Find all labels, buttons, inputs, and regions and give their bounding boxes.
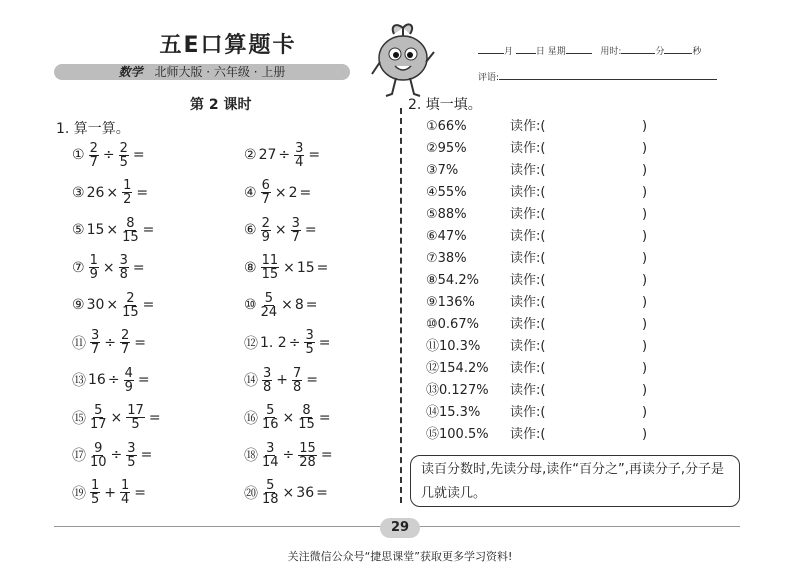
read-as-label: 读作:( [510, 361, 546, 376]
operator: + [276, 372, 289, 388]
calc-problem [72, 253, 147, 283]
fill-row [426, 226, 647, 248]
percent-value: ⑨136% [426, 295, 475, 310]
calc-problem [72, 478, 148, 508]
fraction: $\frac{2}{5}$ [119, 140, 128, 170]
percent-value: ⑩0.67% [426, 317, 479, 332]
answer-blank-close: ) [642, 119, 648, 134]
percent-value: ⑬0.127% [426, 383, 489, 398]
problem-number: ① [72, 147, 85, 163]
answer-blank-close: ) [642, 207, 648, 222]
fraction: $\frac{3}{5}$ [127, 440, 136, 470]
operator: = [136, 184, 149, 201]
fraction: $\frac{3}{7}$ [91, 328, 100, 357]
tip-box: 读百分数时,先读分母,读作“百分之”,再读分子,分子是几就读几。 [410, 455, 740, 507]
problem-number: ⑬ [72, 373, 86, 389]
answer-blank-close: ) [642, 383, 648, 398]
operator: = [134, 484, 147, 501]
calc-problem [72, 215, 156, 245]
operator: × [102, 259, 115, 276]
minutes-label: 分 [655, 47, 665, 57]
operator: × [274, 222, 287, 238]
operator: = [316, 484, 328, 501]
percent-value: ⑦38% [426, 251, 467, 266]
operator: ÷ [282, 447, 295, 463]
fill-row [426, 336, 647, 358]
answer-blank-close: ) [642, 339, 648, 354]
fraction: $\frac{5}{24}$ [260, 290, 278, 320]
fill-row [426, 358, 647, 380]
calc-problem [244, 215, 319, 245]
weekday-label: 星期 [547, 47, 566, 57]
fill-row [426, 182, 647, 204]
fill-row [426, 292, 647, 314]
percent-value: ①66% [426, 119, 467, 134]
calc-problem [244, 478, 330, 508]
operator: ÷ [278, 147, 291, 163]
page-number: 29 [380, 518, 420, 538]
operator: = [320, 447, 333, 463]
percent-value: ⑤88% [426, 207, 467, 222]
read-as-label: 读作:( [510, 383, 546, 398]
number: 2 [288, 184, 298, 201]
problem-number: ⑧ [244, 259, 257, 276]
date-line [478, 44, 701, 57]
problem-number: ⑫ [244, 335, 258, 352]
operator: = [132, 147, 145, 163]
number: 27 [258, 147, 277, 163]
answer-blank-close: ) [642, 185, 648, 200]
operator: × [106, 297, 119, 313]
operator: = [137, 372, 150, 388]
divider [400, 108, 402, 503]
subject-bar [54, 64, 350, 80]
section2-title: 2. 填一填。 [408, 97, 482, 113]
calc-problem [72, 290, 156, 320]
read-as-label: 读作:( [510, 251, 546, 266]
percent-value: ④55% [426, 185, 467, 200]
calc-problem [72, 403, 163, 433]
answer-blank-close: ) [642, 229, 648, 244]
fill-in-list [426, 116, 647, 446]
subject-label: 数学 [118, 65, 143, 79]
operator: × [110, 409, 123, 426]
operator: × [274, 184, 287, 201]
answer-blank-close: ) [642, 405, 648, 420]
percent-value: ⑭15.3% [426, 405, 481, 420]
operator: = [308, 147, 321, 163]
fraction: $\frac{5}{16}$ [262, 403, 279, 432]
problem-number: ⑲ [72, 485, 86, 502]
answer-blank-close: ) [642, 427, 648, 442]
edition-label: 北师大版 · 六年级 · 上册 [154, 65, 286, 79]
problem-number: ② [244, 147, 257, 163]
problem-number: ⑪ [72, 335, 86, 352]
answer-blank-close: ) [642, 361, 648, 376]
read-as-label: 读作:( [510, 427, 546, 442]
operator: × [106, 184, 119, 201]
operator: ÷ [102, 147, 115, 163]
fraction: $\frac{3}{5}$ [305, 328, 314, 357]
calc-problem [244, 440, 335, 470]
operator: = [140, 447, 153, 463]
operator: + [104, 484, 117, 501]
percent-value: ③7% [426, 163, 459, 178]
operator: = [304, 222, 317, 238]
operator: = [318, 334, 331, 351]
percent-value: ⑧54.2% [426, 273, 479, 288]
fraction: $\frac{17}{5}$ [127, 403, 144, 432]
calc-problem [244, 178, 313, 208]
problem-number: ⑳ [244, 485, 258, 502]
percent-value: ⑮100.5% [426, 427, 489, 442]
read-as-label: 读作:( [510, 207, 546, 222]
answer-blank-close: ) [642, 273, 648, 288]
number: 16 [88, 372, 106, 388]
read-as-label: 读作:( [510, 339, 546, 354]
fraction: $\frac{3}{8}$ [263, 365, 272, 395]
answer-blank-close: ) [642, 317, 648, 332]
calc-problem [72, 365, 152, 395]
calc-problem [72, 140, 147, 170]
fraction: $\frac{2}{7}$ [121, 328, 130, 357]
fraction: $\frac{3}{4}$ [295, 140, 304, 170]
problem-number: ⑥ [244, 222, 257, 238]
fill-row [426, 204, 647, 226]
fill-row [426, 116, 647, 138]
operator: × [106, 222, 119, 238]
comment-line [478, 70, 717, 83]
operator: = [142, 222, 155, 238]
problem-number: ⑩ [244, 297, 257, 313]
operator: × [281, 297, 293, 313]
footer-text: 关注微信公众号“捷思课堂”获取更多学习资料! [287, 550, 513, 563]
operator: = [299, 184, 312, 201]
fraction: $\frac{9}{10}$ [90, 440, 107, 470]
answer-blank-close: ) [642, 295, 648, 310]
card-title: 五E口算题卡 [159, 33, 297, 58]
number: 15 [296, 259, 315, 276]
operator: = [134, 334, 147, 351]
calc-problem [244, 403, 333, 433]
fraction: $\frac{7}{8}$ [293, 365, 302, 395]
operator: ÷ [107, 372, 120, 388]
answer-blank-close: ) [642, 141, 648, 156]
operator: ÷ [110, 447, 123, 463]
read-as-label: 读作:( [510, 141, 546, 156]
operator: × [283, 259, 295, 276]
problem-number: ⑦ [72, 259, 85, 276]
problem-number: ③ [72, 184, 85, 201]
percent-value: ⑫154.2% [426, 361, 489, 376]
operator: = [142, 297, 155, 313]
operator: = [132, 259, 145, 276]
calc-problem [244, 140, 322, 170]
number: 1. 2 [260, 334, 287, 351]
fraction: $\frac{2}{7}$ [89, 140, 98, 170]
fraction: $\frac{2}{9}$ [261, 215, 270, 245]
fill-row [426, 402, 647, 424]
time-used-label: 用时: [600, 47, 622, 57]
read-as-label: 读作:( [510, 229, 546, 244]
fill-row [426, 380, 647, 402]
month-label: 月 [504, 47, 514, 57]
read-as-label: 读作:( [510, 405, 546, 420]
lesson-title: 第 2 课时 [190, 97, 252, 113]
operator: × [282, 484, 295, 501]
fill-row [426, 270, 647, 292]
problem-number: ⑰ [72, 448, 86, 464]
fraction: $\frac{15}{28}$ [299, 440, 316, 470]
fraction: $\frac{6}{7}$ [261, 178, 270, 207]
number: 8 [294, 297, 304, 313]
fraction: $\frac{3}{8}$ [119, 253, 128, 282]
fill-row [426, 138, 647, 160]
answer-blank-close: ) [642, 251, 648, 266]
read-as-label: 读作:( [510, 119, 546, 134]
fraction: $\frac{1}{2}$ [123, 178, 132, 207]
operator: = [148, 409, 161, 426]
problem-number: ⑨ [72, 297, 85, 313]
number: 15 [86, 222, 105, 238]
operator: ÷ [104, 334, 117, 351]
problem-number: ④ [244, 184, 257, 201]
calc-problem [72, 178, 150, 208]
seconds-label: 秒 [692, 47, 702, 57]
calc-problem [244, 290, 320, 320]
operator: ÷ [288, 334, 301, 351]
fraction: $\frac{1}{4}$ [121, 478, 130, 507]
problem-number: ⑮ [72, 410, 86, 427]
fraction: $\frac{4}{9}$ [124, 365, 133, 395]
fill-row [426, 160, 647, 182]
fraction: $\frac{11}{15}$ [261, 253, 279, 282]
fill-row [426, 424, 647, 446]
comment-label: 评语: [478, 73, 500, 83]
mascot-illustration [368, 22, 438, 102]
operator: = [318, 409, 331, 426]
problem-number: ⑭ [244, 373, 258, 389]
number: 36 [296, 484, 315, 501]
fraction: $\frac{2}{15}$ [122, 290, 139, 320]
operator: × [282, 409, 295, 426]
problem-number: ⑱ [244, 448, 258, 464]
fraction: $\frac{5}{18}$ [262, 478, 279, 507]
read-as-label: 读作:( [510, 185, 546, 200]
operator: = [306, 372, 319, 388]
section1-title: 1. 算一算。 [56, 121, 130, 137]
fraction: $\frac{3}{14}$ [262, 440, 279, 470]
number: 26 [86, 184, 105, 201]
percent-value: ⑥47% [426, 229, 467, 244]
fraction: $\frac{8}{15}$ [298, 403, 315, 432]
read-as-label: 读作:( [510, 273, 546, 288]
fill-row [426, 248, 647, 270]
fraction: $\frac{5}{17}$ [90, 403, 107, 432]
fraction: $\frac{1}{9}$ [89, 253, 98, 282]
calc-problem [244, 253, 330, 283]
calc-problem [72, 440, 154, 470]
number: 30 [86, 297, 105, 313]
fraction: $\frac{8}{15}$ [122, 215, 139, 245]
percent-value: ⑪10.3% [426, 339, 481, 354]
operator: = [305, 297, 318, 313]
read-as-label: 读作:( [510, 317, 546, 332]
problem-number: ⑤ [72, 222, 85, 238]
calc-problem [244, 328, 332, 358]
fill-row [426, 314, 647, 336]
operator: = [316, 259, 329, 276]
day-label: 日 [535, 47, 545, 57]
read-as-label: 读作:( [510, 163, 546, 178]
percent-value: ②95% [426, 141, 467, 156]
calc-problem [72, 328, 148, 358]
fraction: $\frac{3}{7}$ [291, 215, 300, 245]
fraction: $\frac{1}{5}$ [91, 478, 100, 507]
read-as-label: 读作:( [510, 295, 546, 310]
answer-blank-close: ) [642, 163, 648, 178]
problem-number: ⑯ [244, 410, 258, 427]
calc-problem [244, 365, 320, 395]
